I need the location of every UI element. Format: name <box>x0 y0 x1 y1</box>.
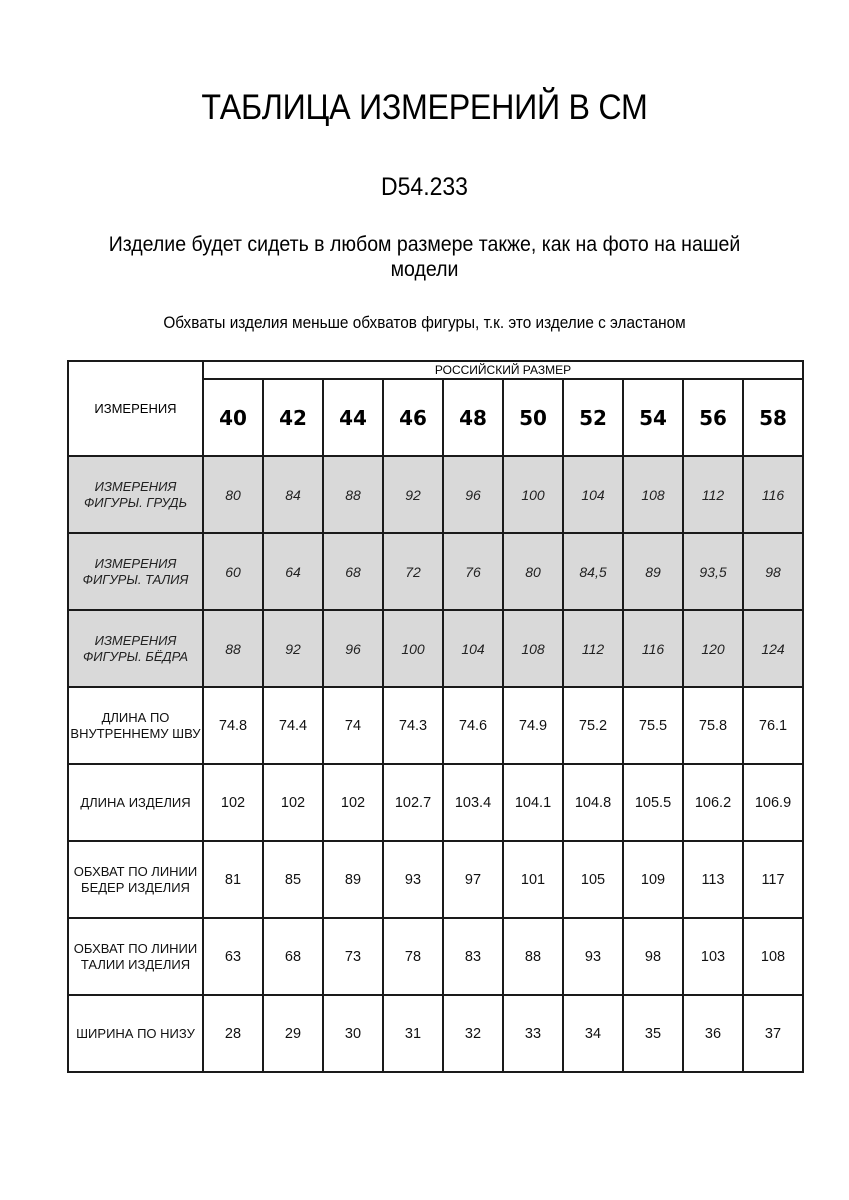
table-cell: 80 <box>503 533 563 610</box>
table-cell: 75.2 <box>563 687 623 764</box>
table-cell: 85 <box>263 841 323 918</box>
table-cell: 88 <box>503 918 563 995</box>
table-cell: 89 <box>623 533 683 610</box>
size-group-label: РОССИЙСКИЙ РАЗМЕР <box>203 361 803 379</box>
table-cell: 108 <box>743 918 803 995</box>
size-header-cell: 52 <box>563 379 623 456</box>
product-code: D54.233 <box>381 173 468 201</box>
table-cell: 76 <box>443 533 503 610</box>
table-cell: 112 <box>683 456 743 533</box>
elastane-note: Обхваты изделия меньше обхватов фигуры, т.к. это изделие с эластаном <box>163 314 686 332</box>
table-row <box>68 918 803 995</box>
size-header-cell: 58 <box>743 379 803 456</box>
size-header-cell: 48 <box>443 379 503 456</box>
row-label: ШИРИНА ПО НИЗУ <box>68 995 203 1072</box>
size-chart-table <box>67 360 804 1073</box>
table-cell: 36 <box>683 995 743 1072</box>
table-cell: 112 <box>563 610 623 687</box>
table-cell: 96 <box>443 456 503 533</box>
table-cell: 68 <box>263 918 323 995</box>
table-cell: 106.2 <box>683 764 743 841</box>
row-header-label: ИЗМЕРЕНИЯ <box>68 361 203 456</box>
table-cell: 93,5 <box>683 533 743 610</box>
table-cell: 74.8 <box>203 687 263 764</box>
table-cell: 92 <box>263 610 323 687</box>
table-cell: 116 <box>743 456 803 533</box>
size-header-cell: 40 <box>203 379 263 456</box>
table-cell: 96 <box>323 610 383 687</box>
table-cell: 74 <box>323 687 383 764</box>
table-cell: 102 <box>203 764 263 841</box>
table-cell: 104.1 <box>503 764 563 841</box>
table-cell: 89 <box>323 841 383 918</box>
table-cell: 101 <box>503 841 563 918</box>
size-header-cell: 46 <box>383 379 443 456</box>
row-label: ОБХВАТ ПО ЛИНИИ БЕДЕР ИЗДЕЛИЯ <box>68 841 203 918</box>
size-header-cell: 56 <box>683 379 743 456</box>
table-cell: 105 <box>563 841 623 918</box>
table-row <box>68 456 803 533</box>
table-row <box>68 995 803 1072</box>
table-cell: 103.4 <box>443 764 503 841</box>
table-cell: 63 <box>203 918 263 995</box>
table-row <box>68 687 803 764</box>
table-cell: 74.4 <box>263 687 323 764</box>
table-cell: 109 <box>623 841 683 918</box>
table-cell: 68 <box>323 533 383 610</box>
table-cell: 104 <box>563 456 623 533</box>
size-header-cell: 44 <box>323 379 383 456</box>
table-cell: 72 <box>383 533 443 610</box>
table-cell: 106.9 <box>743 764 803 841</box>
table-cell: 108 <box>503 610 563 687</box>
page-title: ТАБЛИЦА ИЗМЕРЕНИЙ В СМ <box>201 88 648 127</box>
table-cell: 124 <box>743 610 803 687</box>
table-cell: 98 <box>623 918 683 995</box>
table-cell: 102 <box>263 764 323 841</box>
row-label: ДЛИНА ПО ВНУТРЕННЕМУ ШВУ <box>68 687 203 764</box>
table-cell: 93 <box>563 918 623 995</box>
table-row <box>68 533 803 610</box>
row-label: ИЗМЕРЕНИЯ ФИГУРЫ. ТАЛИЯ <box>68 533 203 610</box>
table-cell: 74.3 <box>383 687 443 764</box>
table-cell: 32 <box>443 995 503 1072</box>
table-cell: 100 <box>383 610 443 687</box>
row-label: ИЗМЕРЕНИЯ ФИГУРЫ. ГРУДЬ <box>68 456 203 533</box>
table-cell: 29 <box>263 995 323 1072</box>
table-cell: 83 <box>443 918 503 995</box>
table-cell: 105.5 <box>623 764 683 841</box>
table-cell: 34 <box>563 995 623 1072</box>
row-label: ИЗМЕРЕНИЯ ФИГУРЫ. БЁДРА <box>68 610 203 687</box>
table-cell: 33 <box>503 995 563 1072</box>
table-cell: 80 <box>203 456 263 533</box>
table-cell: 76.1 <box>743 687 803 764</box>
table-row <box>68 610 803 687</box>
table-cell: 88 <box>203 610 263 687</box>
table-cell: 98 <box>743 533 803 610</box>
table-cell: 116 <box>623 610 683 687</box>
table-cell: 92 <box>383 456 443 533</box>
size-header-cell: 54 <box>623 379 683 456</box>
table-cell: 74.6 <box>443 687 503 764</box>
table-cell: 30 <box>323 995 383 1072</box>
table-cell: 84 <box>263 456 323 533</box>
table-cell: 102.7 <box>383 764 443 841</box>
table-cell: 31 <box>383 995 443 1072</box>
row-label: ОБХВАТ ПО ЛИНИИ ТАЛИИ ИЗДЕЛИЯ <box>68 918 203 995</box>
table-cell: 93 <box>383 841 443 918</box>
table-cell: 97 <box>443 841 503 918</box>
table-cell: 88 <box>323 456 383 533</box>
table-cell: 75.8 <box>683 687 743 764</box>
table-cell: 103 <box>683 918 743 995</box>
table-row <box>68 841 803 918</box>
fit-note: Изделие будет сидеть в любом размере также, как на фото на нашей модели <box>108 233 741 281</box>
header-row-group <box>68 361 803 379</box>
table-cell: 60 <box>203 533 263 610</box>
table-cell: 120 <box>683 610 743 687</box>
table-cell: 75.5 <box>623 687 683 764</box>
size-header-cell: 50 <box>503 379 563 456</box>
table-cell: 78 <box>383 918 443 995</box>
table-cell: 104.8 <box>563 764 623 841</box>
row-label: ДЛИНА ИЗДЕЛИЯ <box>68 764 203 841</box>
table-cell: 28 <box>203 995 263 1072</box>
table-cell: 100 <box>503 456 563 533</box>
table-cell: 84,5 <box>563 533 623 610</box>
table-cell: 102 <box>323 764 383 841</box>
table-cell: 35 <box>623 995 683 1072</box>
table-row <box>68 764 803 841</box>
table-cell: 108 <box>623 456 683 533</box>
size-header-cell: 42 <box>263 379 323 456</box>
table-cell: 37 <box>743 995 803 1072</box>
table-cell: 117 <box>743 841 803 918</box>
table-cell: 64 <box>263 533 323 610</box>
table-cell: 73 <box>323 918 383 995</box>
table-cell: 74.9 <box>503 687 563 764</box>
table-cell: 81 <box>203 841 263 918</box>
table-cell: 113 <box>683 841 743 918</box>
table-cell: 104 <box>443 610 503 687</box>
